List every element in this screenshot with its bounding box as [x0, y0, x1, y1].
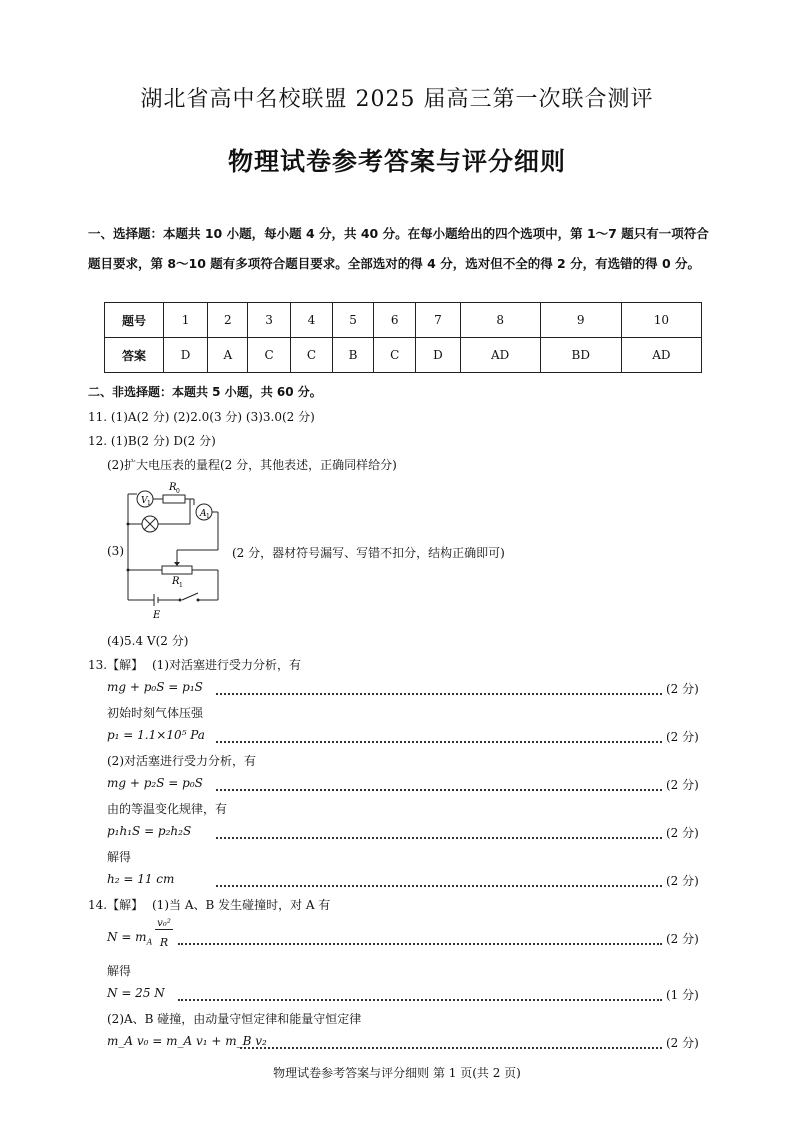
q12-part1: 12. (1)B(2 分) D(2 分) — [88, 434, 216, 448]
table-cell: 6 — [373, 303, 415, 338]
q13-line: 初始时刻气体压强 — [107, 706, 204, 720]
q13-score: (2 分) — [666, 826, 699, 840]
q13-score: (2 分) — [666, 682, 699, 696]
leader-dots — [216, 693, 662, 695]
section2-heading: 二、非选择题：本题共 5 小题，共 60 分。 — [88, 385, 322, 399]
table-cell: 9 — [540, 303, 621, 338]
q14-score2: (1 分) — [666, 988, 699, 1002]
table-cell: D — [164, 338, 208, 373]
q12-part2: (2)扩大电压表的量程(2 分，其他表述，正确同样给分) — [107, 458, 397, 472]
table-cell: C — [290, 338, 332, 373]
q14-formula1-text: N = m — [107, 930, 147, 944]
q13-formula: mg + p₂S = p₀S — [107, 776, 203, 790]
leader-dots — [216, 789, 662, 791]
q13-line: 解得 — [107, 850, 132, 864]
ammeter-subscript: 1 — [206, 513, 210, 520]
table-cell: D — [416, 338, 460, 373]
leader-dots — [178, 999, 662, 1001]
page-footer: 物理试卷参考答案与评分细则 第 1 页(共 2 页) — [273, 1066, 521, 1080]
table-cell: 5 — [333, 303, 374, 338]
table-header-number: 题号 — [105, 303, 164, 338]
q13-score: (2 分) — [666, 874, 699, 888]
table-cell: 7 — [416, 303, 460, 338]
table-cell: A — [208, 338, 248, 373]
table-cell: 8 — [460, 303, 540, 338]
q13-line: 由的等温变化规律，有 — [107, 802, 228, 816]
answer-key-title: 物理试卷参考答案与评分细则 — [227, 147, 566, 176]
q13-formula: p₁h₁S = p₂h₂S — [107, 824, 192, 838]
r1-subscript: 1 — [179, 582, 183, 589]
leader-dots — [240, 1047, 662, 1049]
table-cell: BD — [540, 338, 621, 373]
table-cell: B — [333, 338, 374, 373]
q14-formula1-denominator: R — [159, 936, 169, 949]
leader-dots — [216, 741, 662, 743]
q11-answer: 11. (1)A(2 分) (2)2.0(3 分) (3)3.0(2 分) — [88, 410, 315, 424]
q14-formula1-sub: A — [146, 937, 153, 947]
circuit-diagram — [118, 478, 228, 620]
table-cell: 4 — [290, 303, 332, 338]
q14-formula3: m_A v₀ = m_A v₁ + m_B v₂ — [107, 1034, 267, 1048]
q14-score3: (2 分) — [666, 1036, 699, 1050]
table-cell: AD — [621, 338, 701, 373]
table-cell: 3 — [248, 303, 290, 338]
table-cell: C — [248, 338, 290, 373]
q12-part3-label: (3) — [107, 544, 124, 558]
r0-label: R — [169, 482, 177, 493]
q14-line3: (2)A、B 碰撞，由动量守恒定律和能量守恒定律 — [107, 1012, 362, 1026]
leader-dots — [216, 885, 662, 887]
table-row-answers — [105, 338, 702, 373]
q13-formula: mg + p₀S = p₁S — [107, 680, 203, 694]
ammeter-label: A — [200, 509, 207, 519]
r1-label: R — [172, 576, 180, 587]
table-header-answer: 答案 — [105, 338, 164, 373]
q14-line2: 解得 — [107, 964, 132, 978]
exam-title: 湖北省高中名校联盟 2025 届高三第一次联合测评 — [140, 87, 654, 112]
q12-part3-note: (2 分，器材符号漏写、写错不扣分，结构正确即可) — [232, 546, 505, 560]
q13-formula: p₁ = 1.1×10⁵ Pa — [107, 728, 205, 742]
table-cell: 10 — [621, 303, 701, 338]
q14-label: 14.【解】 — [88, 898, 144, 912]
table-cell: AD — [460, 338, 540, 373]
q14-formula1-lhs — [107, 930, 152, 946]
section1-instructions: 一、选择题：本题共 10 小题，每小题 4 分，共 40 分。在每小题给出的四个选项中，第 1～7 题只有一项符合题目要求，第 8～10 题有多项符合题目要求。全部选对的得 4 分，选对但不全的得 2 分，有选错的得 0 分。 — [88, 226, 709, 271]
q13-line: (2)对活塞进行受力分析，有 — [107, 754, 256, 768]
table-cell: C — [373, 338, 415, 373]
answer-table — [104, 302, 702, 373]
q13-score: (2 分) — [666, 778, 699, 792]
table-row-numbers — [105, 303, 702, 338]
q13-formula: h₂ = 11 cm — [107, 872, 175, 886]
q13-score: (2 分) — [666, 730, 699, 744]
q12-part4: (4)5.4 V(2 分) — [107, 634, 189, 648]
battery-label: E — [153, 610, 161, 620]
q13-label: 13.【解】 — [88, 658, 144, 672]
table-cell: 2 — [208, 303, 248, 338]
r0-subscript: 0 — [176, 488, 180, 495]
q14-formula2: N = 25 N — [107, 986, 165, 1000]
voltmeter-subscript: 1 — [147, 500, 151, 507]
q14-score1: (2 分) — [666, 932, 699, 946]
q14-formula1-numerator: v₀² — [155, 918, 173, 930]
q14-line1: (1)当 A、B 发生碰撞时，对 A 有 — [152, 898, 331, 912]
voltmeter-label: V — [141, 496, 148, 506]
table-cell: 1 — [164, 303, 208, 338]
q13-line: (1)对活塞进行受力分析，有 — [152, 658, 301, 672]
leader-dots — [216, 837, 662, 839]
leader-dots — [178, 943, 662, 945]
